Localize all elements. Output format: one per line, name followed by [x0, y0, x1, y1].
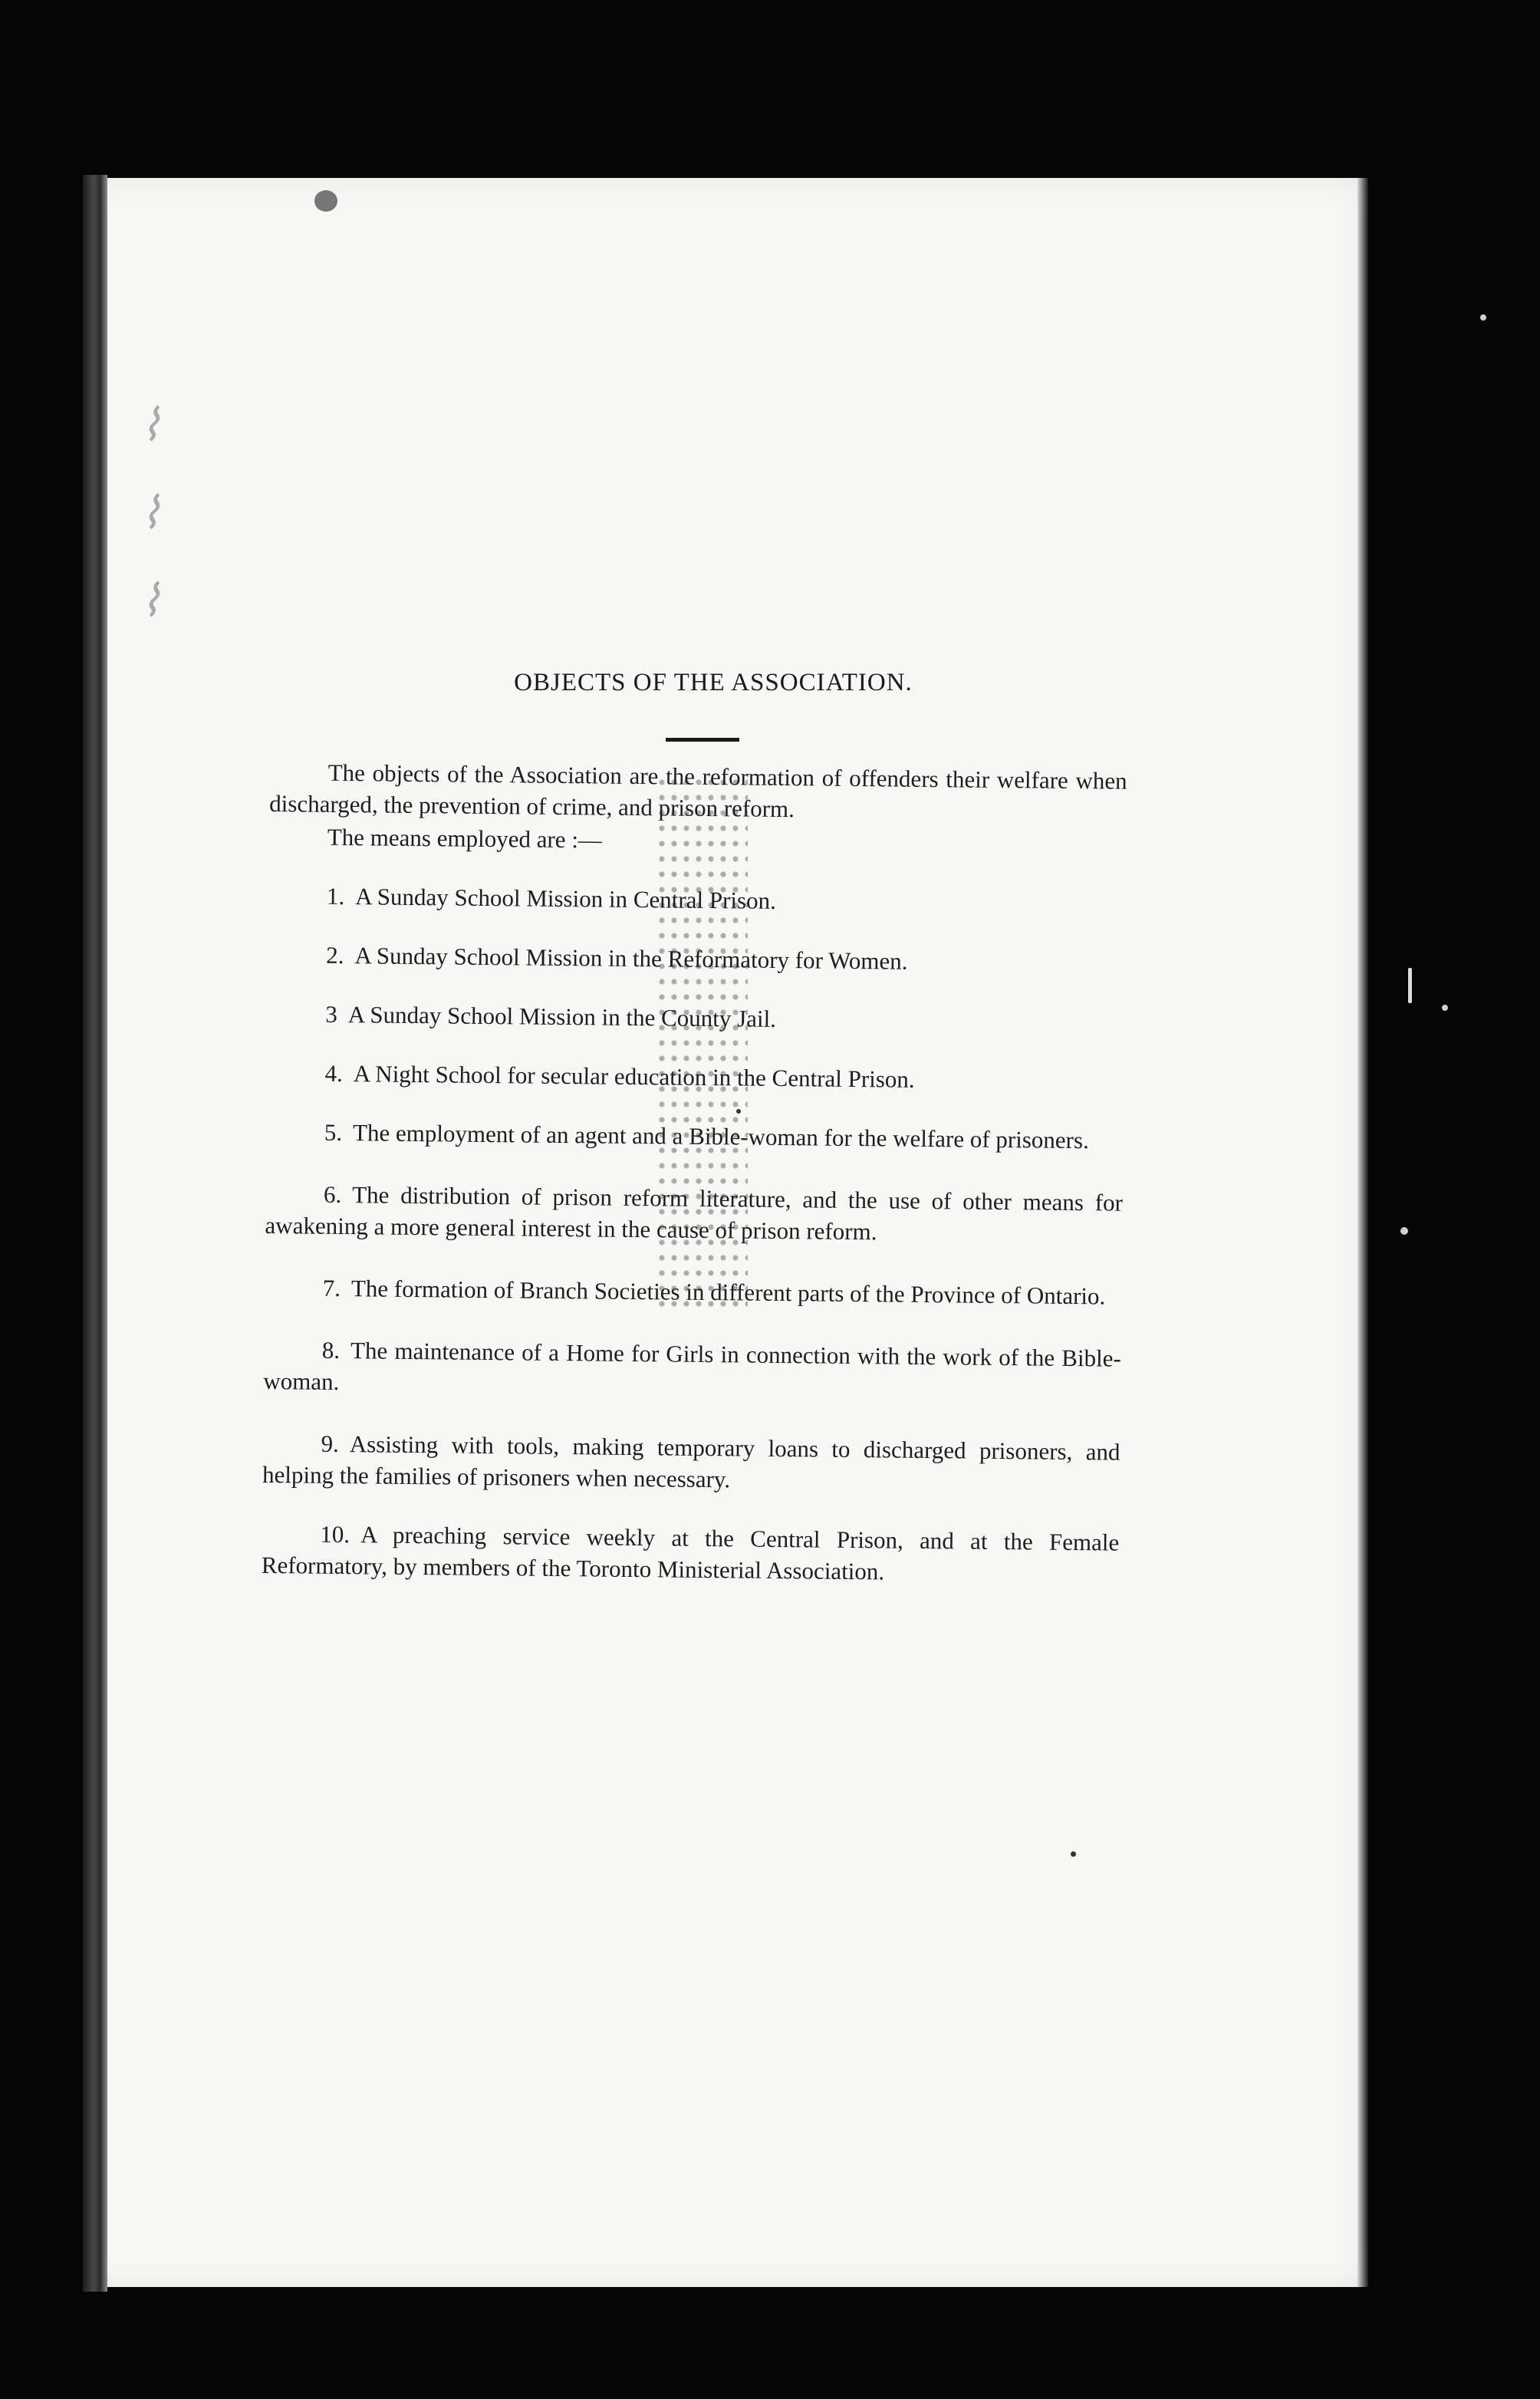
title-rule: [666, 738, 739, 742]
item-number: 6.: [323, 1180, 342, 1209]
item-text: The employment of an agent and a Bible-woman for the welfare of prisoners.: [352, 1119, 1089, 1154]
film-speck: [1071, 1851, 1076, 1857]
list-item: [268, 939, 1125, 979]
list-item: [266, 1057, 1124, 1097]
item-number: 5.: [324, 1118, 343, 1147]
page-title: OBJECTS OF THE ASSOCIATION.: [514, 669, 913, 696]
item-number: 3: [325, 1000, 338, 1028]
list-item: [262, 1518, 1120, 1590]
item-text: Assisting with tools, making temporary loans to discharged prisoners, and helping the families of prisoners when necessary.: [262, 1430, 1120, 1493]
page-edge-shadow: [1357, 178, 1368, 2287]
item-text: A Night School for secular education in the Central Prison.: [353, 1060, 915, 1093]
objects-list: [262, 880, 1127, 1590]
item-number: 1.: [326, 882, 345, 910]
item-number: 4.: [324, 1059, 344, 1088]
film-speck: [1400, 1227, 1408, 1235]
document-body: [262, 752, 1127, 1590]
list-item: [262, 1427, 1120, 1499]
item-number: 8.: [321, 1336, 341, 1364]
item-text: A Sunday School Mission in the Reformatory for Women.: [354, 942, 908, 975]
item-text: A Sunday School Mission in Central Prison.: [355, 883, 776, 914]
list-item: [266, 1116, 1124, 1157]
item-text: The formation of Branch Societies in different parts of the Province of Ontario.: [350, 1275, 1106, 1310]
film-speck: [1442, 1005, 1448, 1011]
item-number: 2.: [326, 941, 344, 969]
list-item: [267, 998, 1124, 1038]
means-intro: The means employed are :—: [327, 823, 603, 854]
item-text: A Sunday School Mission in the County Jail.: [347, 1001, 777, 1032]
intro-paragraph: The objects of the Association are the reformation of offenders their welfare when discharged, the prevention of crime, and prison reform.: [269, 759, 1127, 823]
item-text: A preaching service weekly at the Central Prison, and at the Female Reformatory, by members of the Toronto Ministerial Association.: [261, 1521, 1120, 1585]
film-speck: [1408, 968, 1412, 1003]
list-item: [265, 1178, 1123, 1250]
film-speck: [1480, 314, 1486, 321]
film-speck: [314, 190, 337, 212]
list-item: [268, 880, 1126, 920]
list-item: [264, 1272, 1121, 1312]
handwritten-margin-annotation: ⌇ ⌇ ⌇: [124, 399, 176, 637]
item-number: 7.: [322, 1274, 341, 1302]
item-number: 10.: [320, 1520, 350, 1548]
item-text: The maintenance of a Home for Girls in connection with the work of the Bible-woman.: [263, 1337, 1121, 1395]
item-number: 9.: [321, 1430, 339, 1457]
item-text: The distribution of prison reform literature, and the use of other means for awakening a more general interest in the cause of prison reform.: [265, 1181, 1124, 1246]
list-item: [263, 1334, 1121, 1406]
